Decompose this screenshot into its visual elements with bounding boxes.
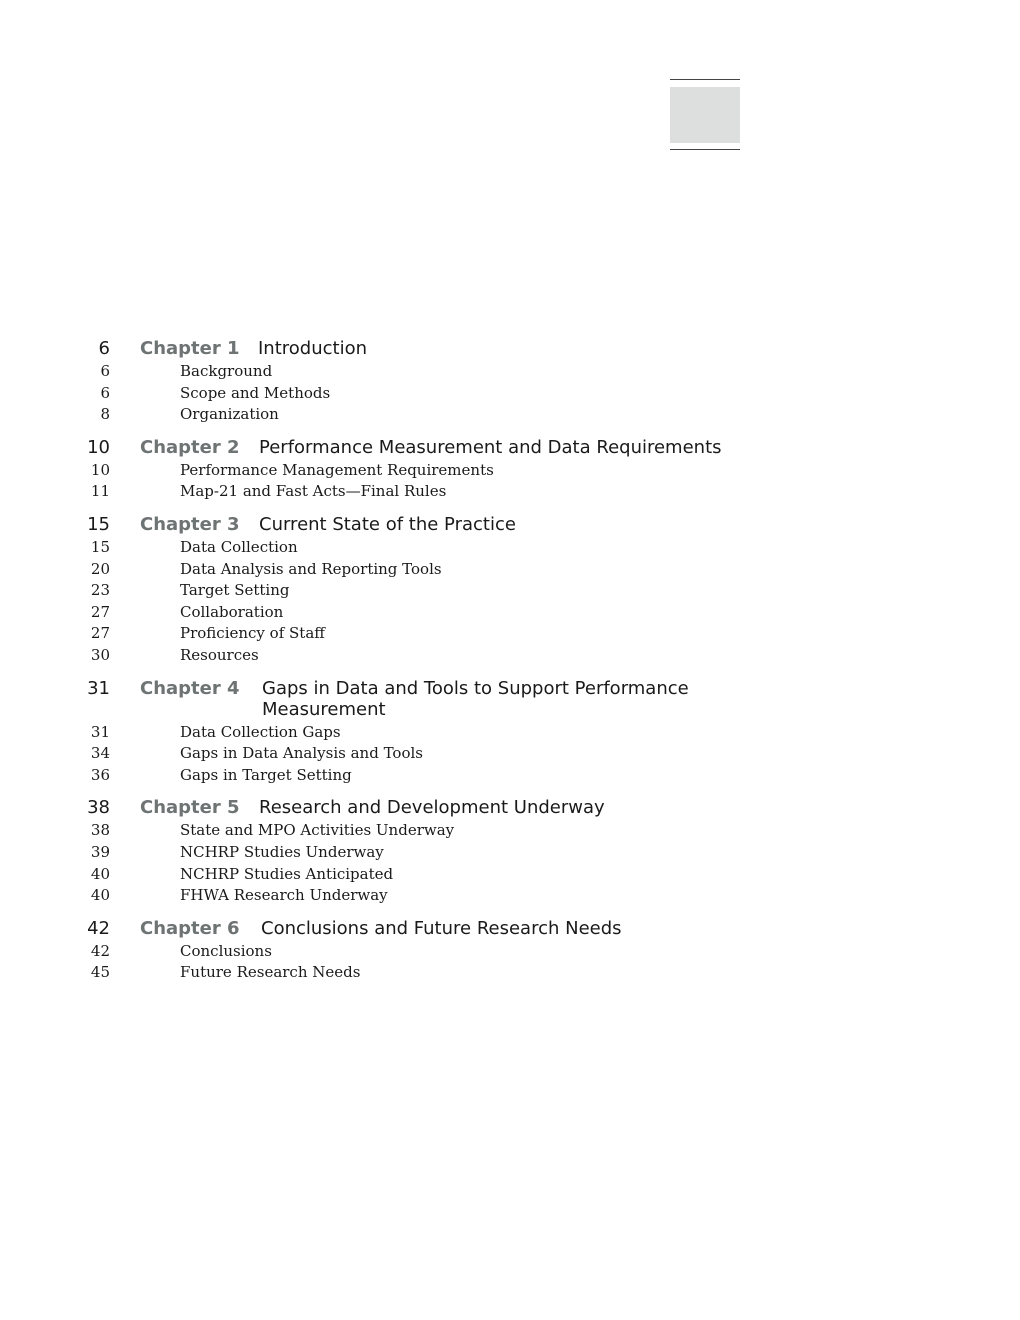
chapter-heading[interactable] xyxy=(0,676,1020,722)
section-title: Scope and Methods xyxy=(180,383,331,402)
chapter-label: Chapter 3 xyxy=(140,513,240,535)
chapter-label: Chapter 5 xyxy=(140,797,240,819)
section-entry[interactable] xyxy=(0,743,1020,765)
section-page-number: 36 xyxy=(90,765,110,784)
section-page-number: 38 xyxy=(90,821,110,840)
section-title: Map-21 and Fast Acts—Final Rules xyxy=(180,482,447,501)
chapter-title: Introduction xyxy=(258,338,368,359)
section-title: Data Collection xyxy=(180,537,298,556)
section-title: Resources xyxy=(180,645,259,664)
section-title: Conclusions xyxy=(180,941,272,960)
section-title: Background xyxy=(180,362,273,380)
chapter-heading[interactable] xyxy=(0,435,1020,460)
chapter-label: Chapter 6 xyxy=(140,917,240,939)
section-page-number: 11 xyxy=(90,482,110,501)
table-of-contents xyxy=(0,336,1020,993)
section-page-number: 6 xyxy=(100,383,110,402)
section-title: FHWA Research Underway xyxy=(180,886,388,905)
section-entry[interactable] xyxy=(0,404,1020,426)
section-title: Collaboration xyxy=(180,602,284,621)
section-page-number: 39 xyxy=(90,842,110,861)
section-page-number: 15 xyxy=(90,537,110,556)
section-title: State and MPO Activities Underway xyxy=(180,821,455,840)
section-page-number: 45 xyxy=(90,963,110,982)
section-entry[interactable] xyxy=(0,885,1020,907)
section-entry[interactable] xyxy=(0,765,1020,787)
section-entry[interactable] xyxy=(0,941,1020,963)
chapter-heading[interactable] xyxy=(0,916,1020,941)
chapter-6 xyxy=(0,916,1020,984)
section-page-number: 6 xyxy=(100,362,110,380)
section-entry[interactable] xyxy=(0,559,1020,581)
section-page-number: 20 xyxy=(90,559,110,578)
section-entry[interactable] xyxy=(0,623,1020,645)
section-title: NCHRP Studies Underway xyxy=(180,842,384,861)
header-rule-top xyxy=(670,79,740,80)
section-entry[interactable] xyxy=(0,481,1020,503)
header-rule-bottom xyxy=(670,149,740,150)
chapter-heading[interactable] xyxy=(0,795,1020,820)
chapter-title: Research and Development Underway xyxy=(259,797,605,819)
chapter-heading[interactable] xyxy=(0,336,1020,361)
chapter-3 xyxy=(0,512,1020,667)
chapter-5 xyxy=(0,795,1020,906)
header-gray-box xyxy=(670,87,740,143)
chapter-label: Chapter 1 xyxy=(140,338,240,359)
chapter-page-number: 15 xyxy=(87,513,110,535)
chapter-label: Chapter 2 xyxy=(140,436,240,458)
section-page-number: 27 xyxy=(90,624,110,643)
section-title: Gaps in Data Analysis and Tools xyxy=(180,744,423,763)
section-page-number: 27 xyxy=(90,602,110,621)
section-title: Organization xyxy=(180,405,279,424)
section-page-number: 40 xyxy=(90,886,110,905)
chapter-2 xyxy=(0,435,1020,503)
section-entry[interactable] xyxy=(0,645,1020,667)
section-page-number: 8 xyxy=(100,405,110,424)
section-title: Future Research Needs xyxy=(180,963,361,982)
chapter-label: Chapter 4 xyxy=(140,677,240,699)
chapter-heading[interactable] xyxy=(0,512,1020,537)
section-entry[interactable] xyxy=(0,383,1020,405)
section-page-number: 40 xyxy=(90,864,110,883)
chapter-title: Performance Measurement and Data Requirements xyxy=(259,436,722,458)
section-title: Data Collection Gaps xyxy=(180,722,341,741)
section-entry[interactable] xyxy=(0,842,1020,864)
section-page-number: 23 xyxy=(90,581,110,600)
section-entry[interactable] xyxy=(0,602,1020,624)
chapter-title: Current State of the Practice xyxy=(259,513,516,535)
section-title: Gaps in Target Setting xyxy=(180,765,352,784)
section-page-number: 31 xyxy=(90,722,110,741)
chapter-title: Gaps in Data and Tools to Support Performance Measurement xyxy=(262,677,689,720)
section-page-number: 42 xyxy=(90,941,110,960)
section-page-number: 30 xyxy=(90,645,110,664)
section-title: Proficiency of Staff xyxy=(180,624,325,643)
chapter-4 xyxy=(0,676,1020,787)
chapter-page-number: 42 xyxy=(87,917,110,939)
chapter-1 xyxy=(0,336,1020,426)
section-entry[interactable] xyxy=(0,864,1020,886)
section-entry[interactable] xyxy=(0,962,1020,984)
section-title: Target Setting xyxy=(180,581,290,600)
chapter-page-number: 38 xyxy=(87,797,110,819)
chapter-title: Conclusions and Future Research Needs xyxy=(261,917,622,939)
section-page-number: 34 xyxy=(90,744,110,763)
section-title: NCHRP Studies Anticipated xyxy=(180,864,394,883)
chapter-page-number: 10 xyxy=(87,436,110,458)
section-entry[interactable] xyxy=(0,580,1020,602)
chapter-page-number: 31 xyxy=(87,677,110,699)
section-entry[interactable] xyxy=(0,722,1020,744)
section-entry[interactable] xyxy=(0,537,1020,559)
chapter-page-number: 6 xyxy=(98,338,110,359)
section-entry[interactable] xyxy=(0,460,1020,482)
section-title: Data Analysis and Reporting Tools xyxy=(180,559,442,578)
header-decoration xyxy=(670,79,740,150)
section-entry[interactable] xyxy=(0,820,1020,842)
section-page-number: 10 xyxy=(90,460,110,479)
section-entry[interactable] xyxy=(0,361,1020,383)
section-title: Performance Management Requirements xyxy=(180,460,494,479)
